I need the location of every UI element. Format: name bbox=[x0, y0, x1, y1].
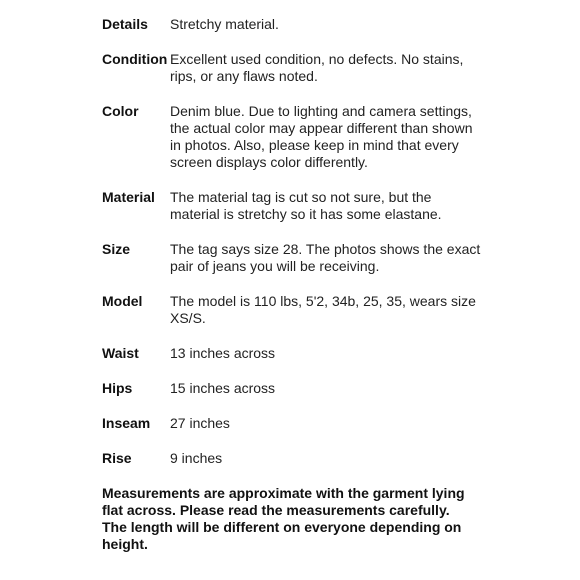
spec-value: The tag says size 28. The photos shows the exact pair of jeans you will be receiving. bbox=[170, 241, 481, 274]
spec-label: Material bbox=[102, 189, 155, 205]
spec-value: Excellent used condition, no defects. No stains, rips, or any flaws noted. bbox=[170, 51, 464, 84]
spec-row-model bbox=[102, 293, 482, 327]
spec-row-rise bbox=[102, 450, 482, 467]
spec-value: The model is 110 lbs, 5'2, 34b, 25, 35, wears size XS/S. bbox=[170, 293, 476, 326]
spec-row-hips bbox=[102, 380, 482, 397]
spec-row-color bbox=[102, 103, 482, 171]
measurement-disclaimer: Measurements are approximate with the garment lying flat across. Please read the measurements carefully. The length will be different on everyone depending on height. bbox=[102, 485, 465, 552]
spec-label: Inseam bbox=[102, 415, 151, 431]
spec-value: 15 inches across bbox=[170, 380, 276, 396]
spec-value: Stretchy material. bbox=[170, 16, 279, 32]
spec-row-material bbox=[102, 189, 482, 223]
spec-row-inseam bbox=[102, 415, 482, 432]
spec-value: Denim blue. Due to lighting and camera settings, the actual color may appear different than shown in photos. Also, please keep in mind that every screen displays color differently. bbox=[170, 103, 473, 170]
spec-value: 9 inches bbox=[170, 450, 223, 466]
spec-label: Color bbox=[102, 103, 139, 119]
product-specs-sheet bbox=[102, 16, 482, 553]
spec-label: Size bbox=[102, 241, 131, 257]
spec-value: 27 inches bbox=[170, 415, 230, 431]
spec-row-details bbox=[102, 16, 482, 33]
spec-value: 13 inches across bbox=[170, 345, 276, 361]
spec-row-waist bbox=[102, 345, 482, 362]
spec-row-size bbox=[102, 241, 482, 275]
spec-label: Hips bbox=[102, 380, 133, 396]
spec-label: Model bbox=[102, 293, 143, 309]
spec-label: Rise bbox=[102, 450, 132, 466]
spec-row-condition bbox=[102, 51, 482, 85]
spec-label: Condition bbox=[102, 51, 168, 67]
spec-label: Details bbox=[102, 16, 148, 32]
spec-value: The material tag is cut so not sure, but the material is stretchy so it has some elastane. bbox=[170, 189, 442, 222]
spec-label: Waist bbox=[102, 345, 139, 361]
